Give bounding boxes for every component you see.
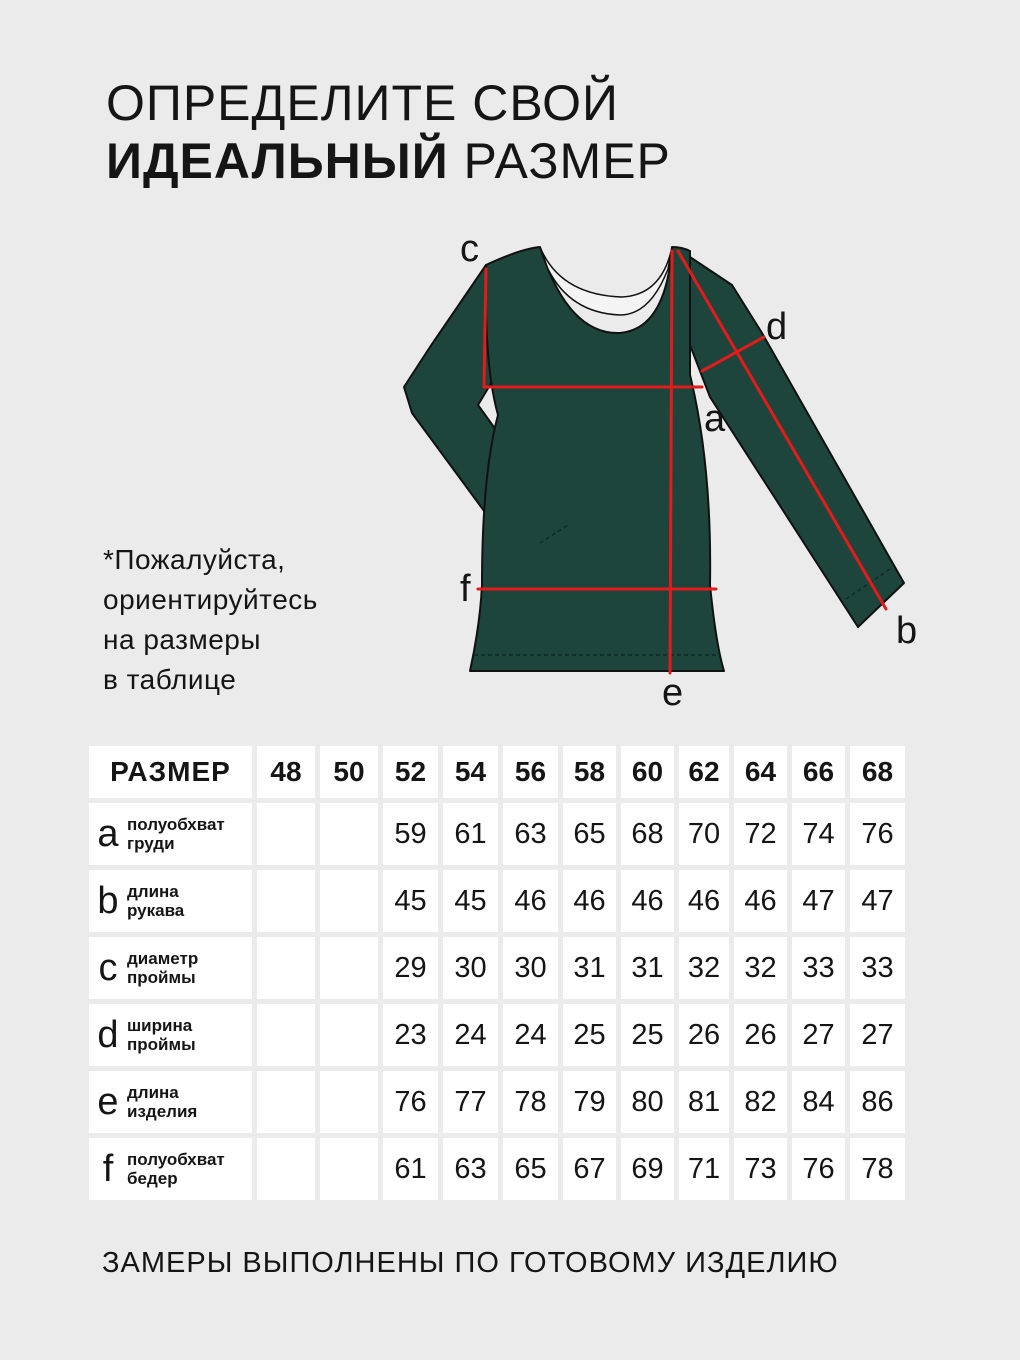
title-line-1: ОПРЕДЕЛИТЕ СВОЙ — [106, 75, 619, 131]
table-cell — [320, 1004, 378, 1066]
measurement-description: полуобхват груди — [127, 815, 225, 853]
garment-shape — [404, 247, 904, 671]
table-cell — [257, 937, 315, 999]
table-row — [89, 870, 905, 932]
label-e: e — [662, 672, 684, 714]
table-cell: 23 — [383, 1004, 438, 1066]
table-cell — [320, 937, 378, 999]
measurement-description: полуобхват бедер — [127, 1150, 225, 1188]
size-header-cell: 62 — [679, 746, 729, 798]
measurement-description: длина изделия — [127, 1083, 198, 1121]
footer-note: ЗАМЕРЫ ВЫПОЛНЕНЫ ПО ГОТОВОМУ ИЗДЕЛИЮ — [102, 1247, 839, 1279]
table-row — [89, 803, 905, 865]
measurement-letter: e — [97, 1081, 119, 1123]
table-cell: 81 — [679, 1071, 729, 1133]
size-header-cell: 58 — [563, 746, 616, 798]
table-cell: 78 — [850, 1138, 905, 1200]
table-row — [89, 1004, 905, 1066]
table-cell — [257, 870, 315, 932]
size-header-cell: 64 — [734, 746, 787, 798]
table-cell: 84 — [792, 1071, 845, 1133]
table-cell: 24 — [443, 1004, 498, 1066]
table-cell: 26 — [734, 1004, 787, 1066]
table-cell: 61 — [443, 803, 498, 865]
table-cell: 30 — [503, 937, 558, 999]
table-cell — [257, 803, 315, 865]
measurement-letter: a — [97, 813, 119, 855]
table-cell: 45 — [443, 870, 498, 932]
table-cell: 46 — [563, 870, 616, 932]
size-header-cell: 54 — [443, 746, 498, 798]
table-cell: 26 — [679, 1004, 729, 1066]
table-cell — [257, 1138, 315, 1200]
table-cell: 79 — [563, 1071, 616, 1133]
title-line-2-rest: РАЗМЕР — [448, 133, 671, 189]
garment-diagram — [390, 225, 950, 715]
table-cell: 86 — [850, 1071, 905, 1133]
measurement-label-cell — [89, 937, 252, 999]
measurement-letter: c — [98, 947, 118, 989]
table-cell: 47 — [850, 870, 905, 932]
label-b: b — [896, 610, 918, 652]
size-header-cell: 52 — [383, 746, 438, 798]
measurement-label-cell — [89, 1071, 252, 1133]
table-cell: 47 — [792, 870, 845, 932]
table-cell: 31 — [563, 937, 616, 999]
table-cell: 74 — [792, 803, 845, 865]
table-cell: 46 — [679, 870, 729, 932]
measurement-label-cell — [89, 870, 252, 932]
measurement-letter: d — [97, 1014, 119, 1056]
table-cell: 77 — [443, 1071, 498, 1133]
measurement-label-cell — [89, 1138, 252, 1200]
measurement-letter: b — [97, 880, 119, 922]
table-row — [89, 937, 905, 999]
size-header-cell: 48 — [257, 746, 315, 798]
measurement-description: диаметр проймы — [127, 949, 199, 987]
label-a: a — [704, 398, 726, 440]
size-header-cell: 60 — [621, 746, 674, 798]
table-cell: 32 — [734, 937, 787, 999]
size-note: *Пожалуйста, ориентируйтесь на размеры в таблице — [103, 544, 318, 695]
table-cell — [320, 803, 378, 865]
table-cell: 65 — [503, 1138, 558, 1200]
table-cell: 71 — [679, 1138, 729, 1200]
measurement-label-cell — [89, 1004, 252, 1066]
label-c: c — [460, 228, 479, 270]
table-cell: 27 — [792, 1004, 845, 1066]
table-cell: 68 — [621, 803, 674, 865]
table-cell: 61 — [383, 1138, 438, 1200]
table-cell — [320, 870, 378, 932]
table-cell — [320, 1138, 378, 1200]
table-row — [89, 1138, 905, 1200]
table-cell — [257, 1071, 315, 1133]
label-f: f — [460, 568, 471, 610]
table-cell: 46 — [734, 870, 787, 932]
table-cell: 69 — [621, 1138, 674, 1200]
table-cell — [257, 1004, 315, 1066]
table-cell: 76 — [792, 1138, 845, 1200]
table-cell: 45 — [383, 870, 438, 932]
table-cell: 30 — [443, 937, 498, 999]
measure-line-c — [484, 269, 486, 387]
table-cell: 70 — [679, 803, 729, 865]
page-title — [106, 74, 671, 190]
table-cell: 72 — [734, 803, 787, 865]
measurement-description: ширина проймы — [127, 1016, 196, 1054]
table-cell — [320, 1071, 378, 1133]
size-header-cell: 50 — [320, 746, 378, 798]
table-cell: 27 — [850, 1004, 905, 1066]
table-cell: 25 — [621, 1004, 674, 1066]
table-cell: 76 — [850, 803, 905, 865]
size-table — [84, 741, 910, 1205]
table-cell: 33 — [850, 937, 905, 999]
table-cell: 24 — [503, 1004, 558, 1066]
table-cell: 59 — [383, 803, 438, 865]
table-row — [89, 1071, 905, 1133]
measure-line-e — [670, 251, 672, 673]
title-bold-word: ИДЕАЛЬНЫЙ — [106, 133, 449, 189]
size-header-cell: 56 — [503, 746, 558, 798]
table-cell: 29 — [383, 937, 438, 999]
size-header-cell: 68 — [850, 746, 905, 798]
table-cell: 63 — [443, 1138, 498, 1200]
table-cell: 32 — [679, 937, 729, 999]
size-header-cell: 66 — [792, 746, 845, 798]
table-cell: 33 — [792, 937, 845, 999]
measurement-letter: f — [102, 1148, 114, 1190]
table-cell: 46 — [503, 870, 558, 932]
table-cell: 73 — [734, 1138, 787, 1200]
measurement-description: длина рукава — [127, 882, 185, 920]
table-cell: 25 — [563, 1004, 616, 1066]
table-cell: 80 — [621, 1071, 674, 1133]
table-header-row — [89, 746, 905, 798]
table-cell: 76 — [383, 1071, 438, 1133]
table-cell: 65 — [563, 803, 616, 865]
measurement-label-cell — [89, 803, 252, 865]
table-cell: 31 — [621, 937, 674, 999]
label-d: d — [766, 306, 788, 348]
table-cell: 82 — [734, 1071, 787, 1133]
table-cell: 46 — [621, 870, 674, 932]
size-header-label: РАЗМЕР — [89, 746, 252, 798]
table-cell: 67 — [563, 1138, 616, 1200]
table-cell: 63 — [503, 803, 558, 865]
table-cell: 78 — [503, 1071, 558, 1133]
